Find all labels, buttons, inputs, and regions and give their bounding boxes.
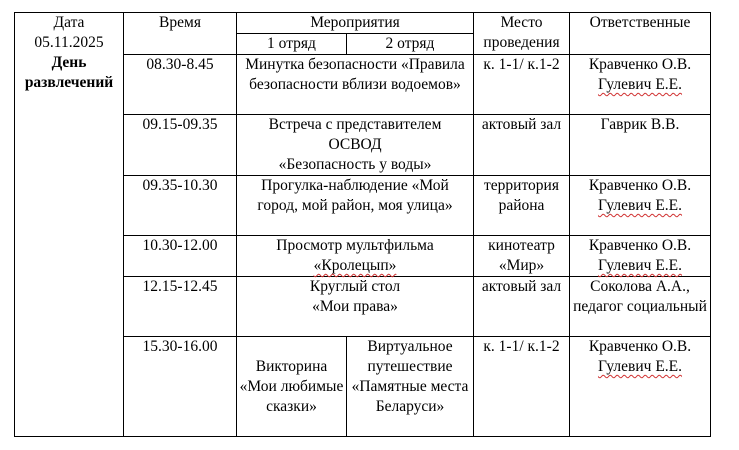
responsible-cell <box>570 115 711 176</box>
date-value: 05.11.2025 <box>34 34 104 51</box>
responsible-name: Гаврик В.В. <box>600 116 680 133</box>
place-cell: актовый зал <box>474 115 570 176</box>
responsible-name: Кравченко О.В. <box>588 177 692 194</box>
event-cell: Прогулка-наблюдение «Мой город, мой район, моя улица» <box>237 176 474 236</box>
responsible-name: Гулевич Е.Е. <box>597 257 683 274</box>
time-header: Время <box>124 13 237 55</box>
event-line: Круглый стол <box>309 278 401 295</box>
events-header: Мероприятия <box>237 13 474 34</box>
event-cell <box>237 115 474 176</box>
responsible-header: Ответственные <box>570 13 711 55</box>
event-line: Просмотр мультфильма <box>276 237 434 254</box>
event-line: Встреча с представителем <box>268 116 442 133</box>
responsible-cell <box>570 337 711 437</box>
time-cell: 15.30-16.00 <box>124 337 237 437</box>
place-header: Место проведения <box>474 13 570 55</box>
group1-header: 1 отряд <box>237 34 347 55</box>
day-name: День развлечений <box>24 54 114 91</box>
responsible-cell <box>570 236 711 277</box>
place-cell: территория района <box>474 176 570 236</box>
event-cell: Минутка безопасности «Правила безопасности вблизи водоемов» <box>237 55 474 115</box>
event-cell <box>237 236 474 277</box>
place-cell: к. 1-1/ к.1-2 <box>474 337 570 437</box>
place-cell: актовый зал <box>474 277 570 337</box>
responsible-name: Кравченко О.В. <box>588 237 692 254</box>
responsible-name: Гулевич Е.Е. <box>597 358 683 375</box>
header-row <box>15 13 711 34</box>
schedule-table <box>14 12 711 437</box>
event-group1-cell: Викторина «Мои любимые сказки» <box>237 337 347 437</box>
responsible-cell <box>570 55 711 115</box>
event-line: ОСВОД <box>328 136 382 153</box>
responsible-cell <box>570 176 711 236</box>
event-cell <box>237 277 474 337</box>
event-line: «Мои права» <box>312 298 398 315</box>
event-line: «Кролецып» <box>313 257 397 274</box>
time-cell: 08.30-8.45 <box>124 55 237 115</box>
group2-header: 2 отряд <box>347 34 474 55</box>
responsible-cell: Соколова А.А., педагог социальный <box>570 277 711 337</box>
date-label: Дата <box>53 14 85 31</box>
time-cell: 12.15-12.45 <box>124 277 237 337</box>
time-cell: 10.30-12.00 <box>124 236 237 277</box>
event-group2-cell: Виртуальное путешествие «Памятные места Беларуси» <box>347 337 474 437</box>
responsible-name: Кравченко О.В. <box>588 56 692 73</box>
date-cell <box>15 13 124 437</box>
time-cell: 09.35-10.30 <box>124 176 237 236</box>
place-cell: к. 1-1/ к.1-2 <box>474 55 570 115</box>
responsible-name: Гулевич Е.Е. <box>597 76 683 93</box>
place-cell: кинотеатр «Мир» <box>474 236 570 277</box>
responsible-name: Гулевич Е.Е. <box>597 197 683 214</box>
event-line: «Безопасность у воды» <box>278 156 432 173</box>
responsible-name: Кравченко О.В. <box>588 338 692 355</box>
time-cell: 09.15-09.35 <box>124 115 237 176</box>
